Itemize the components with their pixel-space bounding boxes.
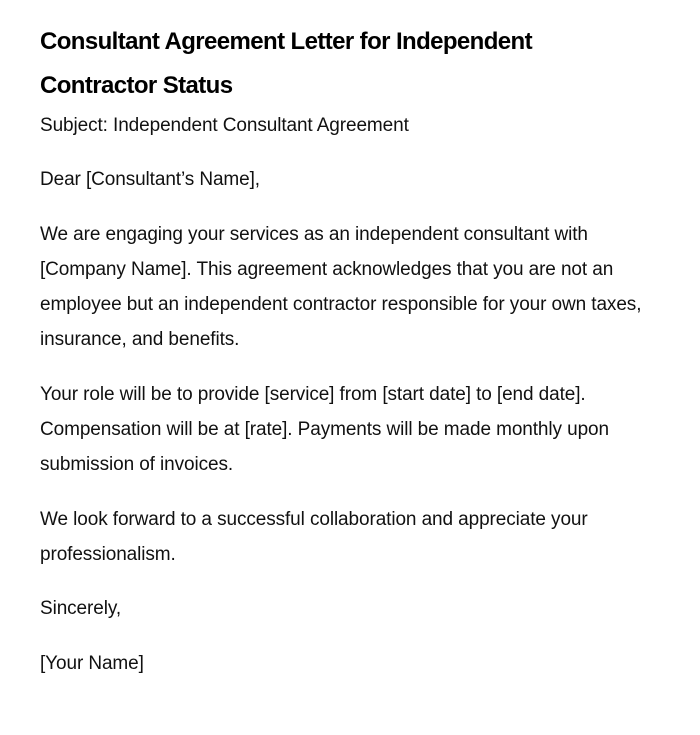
subject-line: Subject: Independent Consultant Agreement [40, 115, 409, 136]
document-title: Consultant Agreement Letter for Independent Contractor Status [40, 28, 533, 99]
salutation: Dear [Consultant’s Name], [40, 169, 260, 191]
body-paragraph-terms: Your role will be to provide [service] from [start date] to [end date]. Compensation will be at [rate]. Payments will be made monthly upon submission of invoices. [40, 383, 609, 476]
closing: Sincerely, [40, 598, 122, 620]
body-paragraph-status: We are engaging your services as an independent consultant with [Company Name]. This agreement acknowledges that you are not an employee but an independent contractor responsible for your own taxes, insurance, and benefits. [40, 223, 642, 351]
body-paragraph-closing-remark: We look forward to a successful collaboration and appreciate your professionalism. [40, 508, 588, 565]
letter-document [40, 20, 650, 681]
signature: [Your Name] [40, 652, 144, 674]
